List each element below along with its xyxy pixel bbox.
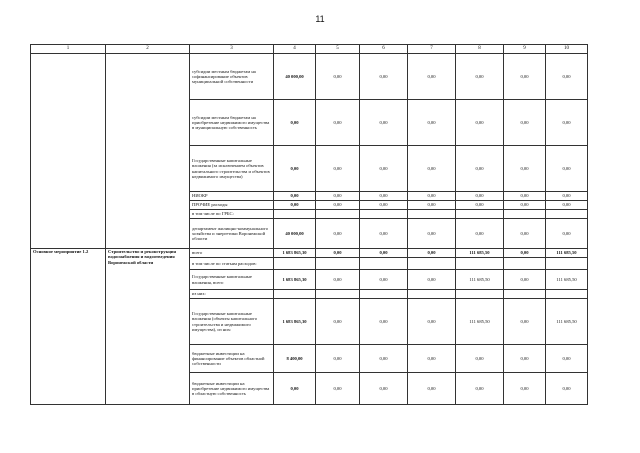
value-cell: 0,00 xyxy=(316,373,360,405)
header-row xyxy=(31,45,588,54)
value-cell: 8 400,00 xyxy=(274,345,316,373)
row-label: субсидии местным бюджетам на софинансирование объектов муниципальной собственности xyxy=(190,54,274,100)
value-cell xyxy=(360,290,408,299)
value-cell: 0,00 xyxy=(456,345,504,373)
value-cell: 0,00 xyxy=(360,270,408,290)
header-cell: 5 xyxy=(316,45,360,54)
row-label: Государственные капитальные вложения, всего xyxy=(190,270,274,290)
value-cell xyxy=(504,290,546,299)
value-cell xyxy=(408,210,456,219)
empty-cell xyxy=(106,54,190,249)
value-cell: 111 685,50 xyxy=(456,270,504,290)
value-cell: 0,00 xyxy=(360,345,408,373)
value-cell xyxy=(546,258,588,270)
value-cell: 0,00 xyxy=(316,146,360,192)
value-cell: 0,00 xyxy=(546,54,588,100)
value-cell: 1 683 865,30 xyxy=(274,249,316,258)
header-cell: 4 xyxy=(274,45,316,54)
value-cell xyxy=(408,258,456,270)
table-row xyxy=(31,249,588,258)
value-cell: 0,00 xyxy=(504,146,546,192)
value-cell: 0,00 xyxy=(546,192,588,201)
value-cell: 111 685,50 xyxy=(456,299,504,345)
value-cell: 0,00 xyxy=(408,100,456,146)
value-cell xyxy=(316,258,360,270)
value-cell: 0,00 xyxy=(504,100,546,146)
value-cell: 0,00 xyxy=(274,100,316,146)
value-cell: 0,00 xyxy=(546,201,588,210)
value-cell: 0,00 xyxy=(360,201,408,210)
header-cell: 8 xyxy=(456,45,504,54)
value-cell: 0,00 xyxy=(504,270,546,290)
value-cell: 0,00 xyxy=(316,54,360,100)
value-cell: 0,00 xyxy=(456,219,504,249)
header-cell: 3 xyxy=(190,45,274,54)
value-cell: 0,00 xyxy=(360,373,408,405)
value-cell: 0,00 xyxy=(456,100,504,146)
value-cell: 0,00 xyxy=(456,192,504,201)
value-cell: 0,00 xyxy=(316,192,360,201)
value-cell: 0,00 xyxy=(546,219,588,249)
value-cell xyxy=(274,290,316,299)
budget-table xyxy=(30,44,588,405)
row-label: в том числе по ГРБС: xyxy=(190,210,274,219)
value-cell xyxy=(316,210,360,219)
value-cell: 0,00 xyxy=(504,201,546,210)
value-cell: 0,00 xyxy=(316,249,360,258)
value-cell: 0,00 xyxy=(504,299,546,345)
value-cell: 40 000,00 xyxy=(274,54,316,100)
table-row xyxy=(31,54,588,100)
row-label: департамент жилищно-коммунального хозяйства и энергетики Воронежской области xyxy=(190,219,274,249)
value-cell: 0,00 xyxy=(360,219,408,249)
value-cell: 0,00 xyxy=(504,345,546,373)
header-cell: 2 xyxy=(106,45,190,54)
row-label: из них: xyxy=(190,290,274,299)
value-cell: 0,00 xyxy=(408,249,456,258)
activity-name-cell: Строительство и реконструкция водоснабжения и водоотведения Воронежской области xyxy=(106,249,190,405)
value-cell: 0,00 xyxy=(456,146,504,192)
value-cell xyxy=(456,210,504,219)
header-cell: 9 xyxy=(504,45,546,54)
row-label: бюджетные инвестиции на финансирование объектов областной собственности xyxy=(190,345,274,373)
value-cell: 0,00 xyxy=(360,146,408,192)
value-cell: 0,00 xyxy=(546,345,588,373)
value-cell xyxy=(546,290,588,299)
row-label: Государственные капитальные вложения (за исключением объектов капитального строительства и объектов недвижимого имущества) xyxy=(190,146,274,192)
value-cell: 111 685,50 xyxy=(456,249,504,258)
value-cell: 0,00 xyxy=(316,299,360,345)
value-cell: 0,00 xyxy=(408,270,456,290)
value-cell: 1 683 865,30 xyxy=(274,270,316,290)
value-cell: 0,00 xyxy=(504,54,546,100)
row-label: субсидии местным бюджетам на приобретение недвижимого имущества в муниципальную собственность xyxy=(190,100,274,146)
header-cell: 6 xyxy=(360,45,408,54)
value-cell: 0,00 xyxy=(408,219,456,249)
value-cell: 0,00 xyxy=(316,219,360,249)
row-label: всего xyxy=(190,249,274,258)
value-cell xyxy=(360,258,408,270)
value-cell: 0,00 xyxy=(408,54,456,100)
value-cell: 0,00 xyxy=(408,345,456,373)
value-cell: 0,00 xyxy=(360,299,408,345)
value-cell: 0,00 xyxy=(360,249,408,258)
value-cell: 0,00 xyxy=(360,192,408,201)
page-number: 11 xyxy=(315,14,325,24)
value-cell xyxy=(360,210,408,219)
value-cell: 0,00 xyxy=(274,373,316,405)
value-cell: 0,00 xyxy=(274,192,316,201)
value-cell xyxy=(316,290,360,299)
row-label: НИОКР xyxy=(190,192,274,201)
value-cell xyxy=(456,290,504,299)
value-cell xyxy=(546,210,588,219)
empty-cell xyxy=(31,54,106,249)
header-cell: 10 xyxy=(546,45,588,54)
row-label: Государственные капитальные вложения (объекты капитального строительства и недвижимого имущества), из них: xyxy=(190,299,274,345)
value-cell: 0,00 xyxy=(546,100,588,146)
value-cell: 111 685,50 xyxy=(546,270,588,290)
row-label: в том числе по статьям расходов: xyxy=(190,258,274,270)
value-cell: 0,00 xyxy=(504,219,546,249)
header-cell: 1 xyxy=(31,45,106,54)
value-cell: 0,00 xyxy=(408,146,456,192)
row-label: ПРОЧИЕ расходы xyxy=(190,201,274,210)
value-cell xyxy=(504,210,546,219)
activity-cell: Основное мероприятие 1.2 xyxy=(31,249,106,405)
value-cell: 1 683 865,30 xyxy=(274,299,316,345)
value-cell: 0,00 xyxy=(546,146,588,192)
header-cell: 7 xyxy=(408,45,456,54)
value-cell: 0,00 xyxy=(274,201,316,210)
value-cell: 0,00 xyxy=(546,373,588,405)
value-cell: 0,00 xyxy=(316,201,360,210)
value-cell: 111 685,50 xyxy=(546,249,588,258)
value-cell: 0,00 xyxy=(504,373,546,405)
value-cell: 0,00 xyxy=(360,54,408,100)
value-cell xyxy=(274,210,316,219)
value-cell xyxy=(408,290,456,299)
value-cell: 0,00 xyxy=(408,373,456,405)
row-label: бюджетные инвестиции на приобретение недвижимого имущества в областную собственность xyxy=(190,373,274,405)
value-cell xyxy=(456,258,504,270)
value-cell: 0,00 xyxy=(408,201,456,210)
value-cell xyxy=(274,258,316,270)
value-cell: 0,00 xyxy=(274,146,316,192)
value-cell: 0,00 xyxy=(456,54,504,100)
value-cell: 0,00 xyxy=(456,201,504,210)
value-cell xyxy=(504,258,546,270)
value-cell: 0,00 xyxy=(360,100,408,146)
value-cell: 40 000,00 xyxy=(274,219,316,249)
value-cell: 0,00 xyxy=(316,270,360,290)
value-cell: 0,00 xyxy=(316,100,360,146)
value-cell: 0,00 xyxy=(408,192,456,201)
value-cell: 0,00 xyxy=(504,192,546,201)
value-cell: 111 685,50 xyxy=(546,299,588,345)
value-cell: 0,00 xyxy=(316,345,360,373)
value-cell: 0,00 xyxy=(456,373,504,405)
value-cell: 0,00 xyxy=(504,249,546,258)
value-cell: 0,00 xyxy=(408,299,456,345)
